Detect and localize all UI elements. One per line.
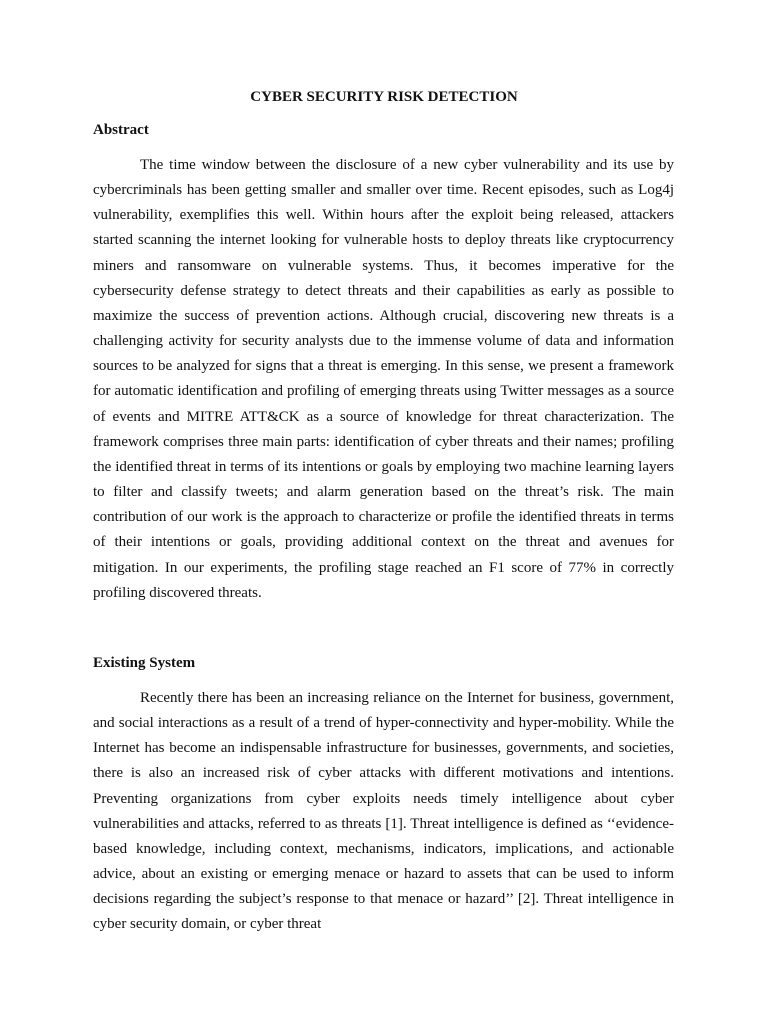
- document-title: CYBER SECURITY RISK DETECTION: [250, 89, 518, 105]
- existing-system-paragraph: Recently there has been an increasing reliance on the Internet for business, government, and social interactions as a result of a trend of hyper-connectivity and hyper-mobility. While the Internet has become an indispensable infrastructure for businesses, governments, and societies, there is also an increased risk of cyber attacks with different motivations and intentions. Preventing organizations from cyber exploits needs timely intelligence about cyber vulnerabilities and attacks, referred to as threats [1]. Threat intelligence is defined as ‘‘evidence-based knowledge, including context, mechanisms, indicators, implications, and actionable advice, about an existing or emerging menace or hazard to assets that can be used to inform decisions regarding the subject’s response to that menace or hazard’’ [2]. Threat intelligence in cyber security domain, or cyber threat: [93, 690, 674, 933]
- abstract-heading: Abstract: [93, 122, 149, 138]
- abstract-paragraph: The time window between the disclosure of a new cyber vulnerability and its use by cybercriminals has been getting smaller and smaller over time. Recent episodes, such as Log4j vulnerability, exemplifies this well. Within hours after the exploit being released, attackers started scanning the internet looking for vulnerable hosts to deploy threats like cryptocurrency miners and ransomware on vulnerable systems. Thus, it becomes imperative for the cybersecurity defense strategy to detect threats and their capabilities as early as possible to maximize the success of prevention actions. Although crucial, discovering new threats is a challenging activity for security analysts due to the immense volume of data and information sources to be analyzed for signs that a threat is emerging. In this sense, we present a framework for automatic identification and profiling of emerging threats using Twitter messages as a source of events and MITRE ATT&CK as a source of knowledge for threat characterization. The framework comprises three main parts: identification of cyber threats and their names; profiling the identified threat in terms of its intentions or goals by employing two machine learning layers to filter and classify tweets; and alarm generation based on the threat’s risk. The main contribution of our work is the approach to characterize or profile the identified threats in terms of their intentions or goals, providing additional context on the threat and avenues for mitigation. In our experiments, the profiling stage reached an F1 score of 77% in correctly profiling discovered threats.: [93, 157, 674, 601]
- existing-system-heading: Existing System: [93, 655, 196, 671]
